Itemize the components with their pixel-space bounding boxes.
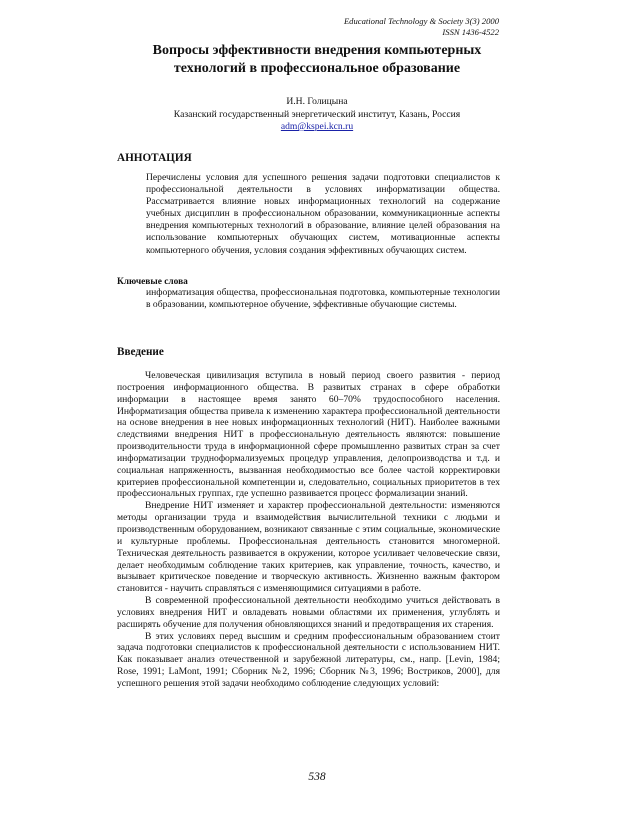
keywords-text: информатизация общества, профессиональная подготовка, компьютерные технологии в образовании, компьютерное обучение, эффективные обучающие системы. xyxy=(146,287,500,311)
introduction-heading: Введение xyxy=(117,346,164,358)
page-number: 538 xyxy=(308,771,326,783)
introduction-body xyxy=(117,370,500,690)
author-block xyxy=(117,96,517,134)
journal-issn: ISSN 1436-4522 xyxy=(442,27,499,37)
author-name: И.Н. Голицына xyxy=(286,96,348,107)
abstract-heading: АННОТАЦИЯ xyxy=(117,152,192,164)
body-paragraph: Человеческая цивилизация вступила в новый период своего развития - период построения информационного общества. В развитых странах в сфере обработки информации в настоящее время занято 60–70% трудоспособного населения. Информатизация общества привела к изменению характера профессиональной деятельности на основе внедрения в нее новых информационных технологий (НИТ). Наиболее важными следствиями внедрения НИТ в профессиональную деятельность являются: повышение производительности труда в информационной сфере промышленно развитых стран за счет информатизации трудноформализуемых процедур управления, делопроизводства и т.д. и социальная напряженность, вызванная необходимостью все более частой корректировки критериев профессиональной компетенции и, следовательно, социальных приоритетов в тех профессиональных группах, где успешно развивается процесс формализации знаний. xyxy=(117,370,500,500)
journal-citation: Educational Technology & Society 3(3) 2000 xyxy=(343,16,499,26)
body-paragraph: В современной профессиональной деятельности необходимо учиться действовать в условиях внедрения НИТ и овладевать новыми областями их применения, углублять и расширять обучение для получения обновляющихся знаний и предотвращения их старения. xyxy=(117,595,500,630)
article-title-line-2: технологий в профессиональное образование xyxy=(173,61,461,76)
keywords-heading: Ключевые слова xyxy=(117,277,188,287)
author-affiliation: Казанский государственный энергетический институт, Казань, Россия xyxy=(173,108,461,120)
article-title xyxy=(117,42,517,78)
author-email-link[interactable]: adm@kspei.kcn.ru xyxy=(280,121,354,132)
article-title-line-1: Вопросы эффективности внедрения компьютерных xyxy=(152,43,482,58)
body-paragraph: В этих условиях перед высшим и средним профессиональным образованием стоит задача подготовки специалистов к профессиональной деятельности с использованием НИТ. Как показывает анализ отечественной и зарубежной литературы, см., напр. [Levin, 1984; Rose, 1991; LaMont, 1991; Сборник №2, 1996; Сборник №3, 1996; Востриков, 2000], для успешного решения этой задачи необходимо соблюдение следующих условий: xyxy=(117,630,500,689)
journal-header xyxy=(344,16,499,38)
abstract-text: Перечислены условия для успешного решения задачи подготовки специалистов к профессиональной деятельности в условиях информатизации общества. Рассматривается влияние новых информационных технологий на содержание учебных дисциплин в профессиональном образовании, коммуникационные аспекты внедрения компьютерных технологий в образование, влияние целей образования на использование компьютерных обучающих систем, мотивационные аспекты компьютерного обучения, условия создания эффективных обучающих систем. xyxy=(146,172,500,256)
body-paragraph: Внедрение НИТ изменяет и характер профессиональной деятельности: изменяются методы организации труда и взаимодействия вычислительной техники с людьми и производственным оборудованием, возникают связанные с этим социальные, экономические и культурные проблемы. Профессиональная деятельность становится многомерной. Техническая деятельность развивается в окружении, которое усиливает человеческие связи, делает необходимым соблюдение таких критериев, как управление, точность, качество, и вызывает критическое поведение и творческую активность. Жизненно важным фактором становится - научить справляться с изменяющимися ситуациями в работе. xyxy=(117,500,500,595)
